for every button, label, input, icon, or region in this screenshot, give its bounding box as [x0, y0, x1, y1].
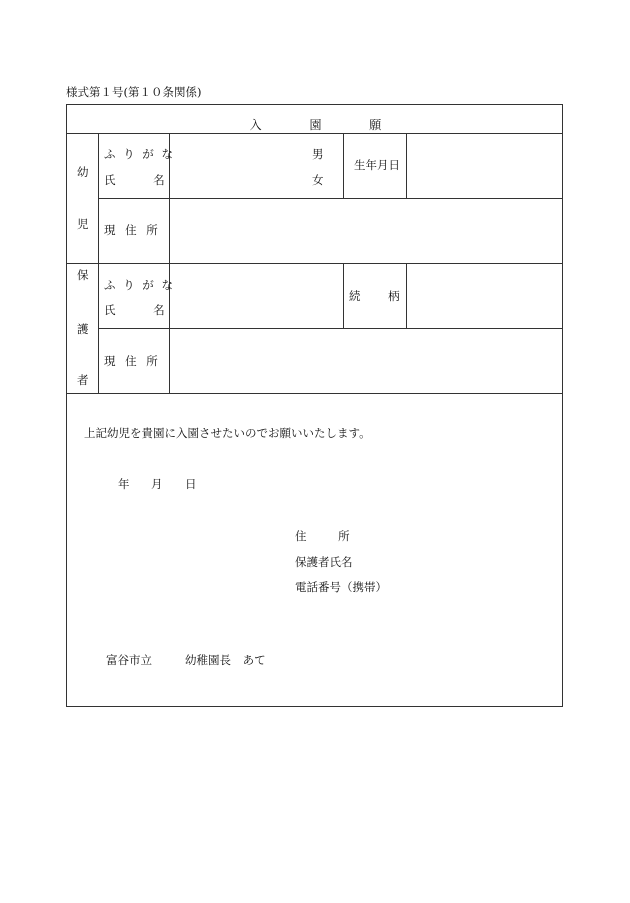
applicant-address-label: 住 所 — [295, 529, 350, 543]
row-divider — [67, 263, 562, 264]
column-divider — [343, 263, 344, 328]
row-divider — [98, 328, 562, 329]
addressee-city: 富谷市立 — [106, 653, 152, 667]
child-furigana-label: ふ り が な — [104, 147, 175, 161]
guardian-name-label: 氏 名 — [104, 303, 165, 317]
addressee-principal: 幼稚園長 あて — [185, 653, 266, 667]
guardian-furigana-label: ふ り が な — [104, 278, 175, 292]
guardian-relation-label: 続 柄 — [349, 289, 400, 303]
guardian-group-label-3: 者 — [77, 373, 89, 387]
child-address-label: 現 住 所 — [104, 223, 158, 237]
child-name-label: 氏 名 — [104, 173, 165, 187]
guardian-group-label-1: 保 — [77, 268, 89, 282]
date-day-label: 日 — [185, 477, 197, 491]
row-divider — [67, 393, 562, 394]
column-divider — [406, 133, 407, 198]
guardian-group-label-2: 護 — [77, 322, 89, 336]
applicant-guardian-name-label: 保護者氏名 — [295, 555, 353, 569]
column-divider — [98, 133, 99, 393]
child-birthdate-label: 生年月日 — [354, 158, 400, 172]
date-year-label: 年 — [118, 477, 130, 491]
child-group-label-top: 幼 — [77, 165, 89, 179]
column-divider — [343, 133, 344, 198]
guardian-address-label: 現 住 所 — [104, 354, 158, 368]
request-statement: 上記幼児を貴園に入園させたいのでお願いいたします。 — [84, 426, 371, 440]
form-title: 入 園 願 — [249, 118, 404, 132]
applicant-phone-label: 電話番号（携帯） — [295, 580, 387, 594]
row-divider — [67, 133, 562, 134]
form-number-label: 様式第１号(第１０条関係) — [66, 85, 202, 99]
date-month-label: 月 — [151, 477, 163, 491]
child-group-label-bottom: 児 — [77, 217, 89, 231]
application-form — [66, 104, 563, 707]
row-divider — [98, 198, 562, 199]
column-divider — [406, 263, 407, 328]
column-divider — [169, 133, 170, 393]
child-sex-female: 女 — [312, 173, 324, 187]
child-sex-male: 男 — [312, 147, 324, 161]
